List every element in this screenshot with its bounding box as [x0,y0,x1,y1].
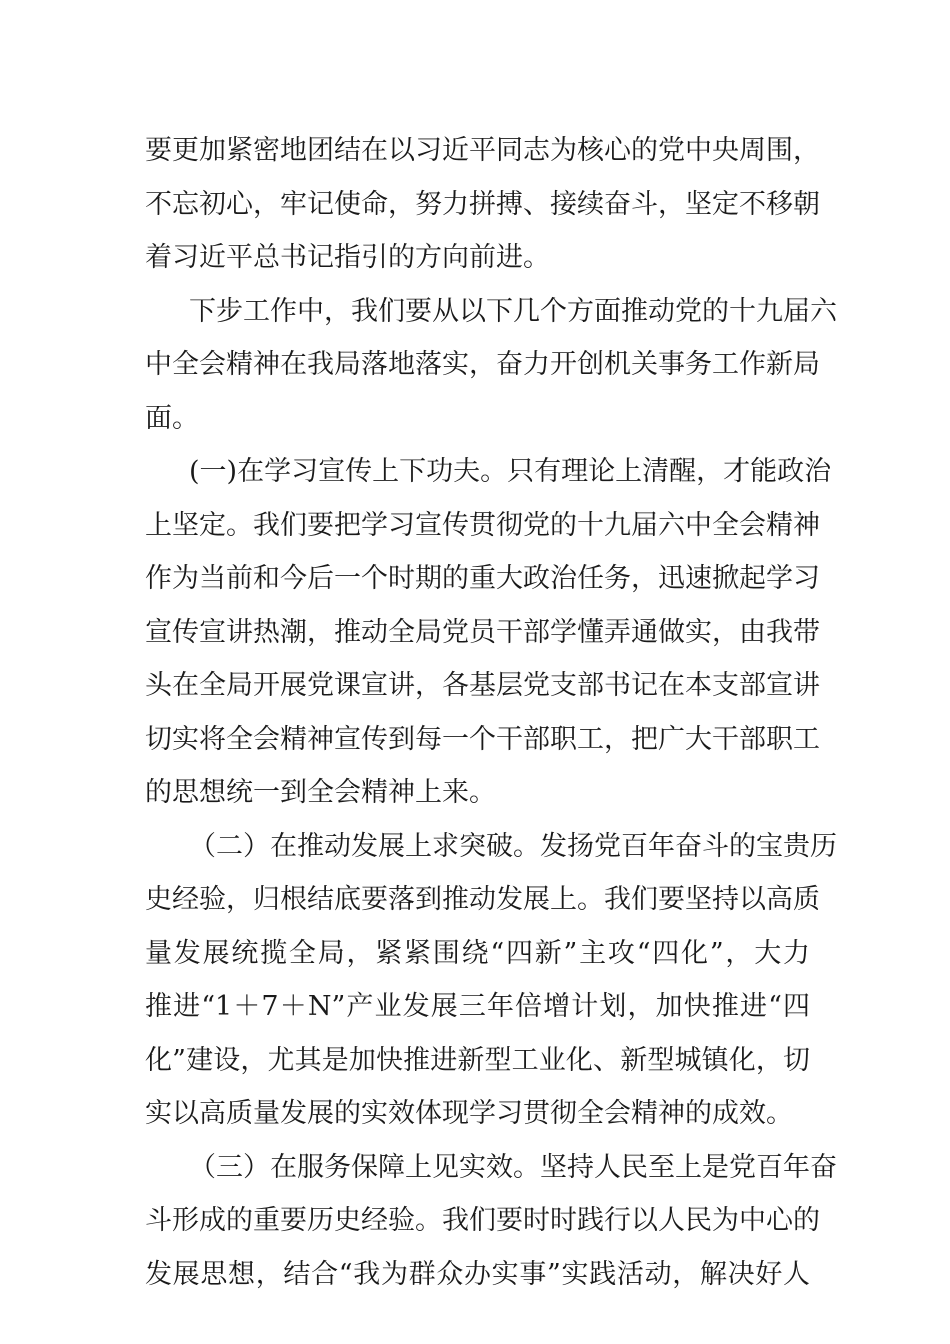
text-line: 头在全局开展党课宣讲，各基层党支部书记在本支部宣讲 [145,670,820,701]
text-line: 要更加紧密地团结在以习近平同志为核心的党中央周围， [145,135,820,166]
text-line: 作为当前和今后一个时期的重大政治任务，迅速掀起学习 [145,563,820,594]
text-line: 着习近平总书记指引的方向前进。 [145,242,550,273]
text-line: 推进“1＋7＋N”产业发展三年倍增计划，加快推进“四 [145,991,810,1022]
text-line: (一)在学习宣传上下功夫。只有理论上清醒，才能政治 [189,456,832,487]
text-line: 下步工作中，我们要从以下几个方面推动党的十九届六 [189,295,837,327]
text-line: 斗形成的重要历史经验。我们要时时践行以人民为中心的 [145,1205,820,1236]
text-line: 切实将全会精神宣传到每一个干部职工，把广大干部职工 [145,723,820,755]
text-line: 量发展统揽全局，紧紧围绕“四新”主攻“四化”，大力 [145,937,810,969]
text-line: （三）在服务保障上见实效。坚持人民至上是党百年奋 [189,1151,837,1183]
text-line: 中全会精神在我局落地落实，奋力开创机关事务工作新局 [145,349,820,380]
text-line: 史经验，归根结底要落到推动发展上。我们要坚持以高质 [145,884,820,915]
text-line: 宣传宣讲热潮，推动全局党员干部学懂弄通做实，由我带 [145,616,820,648]
text-line: （二）在推动发展上求突破。发扬党百年奋斗的宝贵历 [189,830,837,862]
text-line: 不忘初心，牢记使命，努力拼搏、接续奋斗，坚定不移朝 [145,188,820,220]
document-body [145,124,837,1301]
text-line: 的思想统一到全会精神上来。 [145,777,496,808]
text-line: 实以高质量发展的实效体现学习贯彻全会精神的成效。 [145,1098,793,1129]
text-line: 上坚定。我们要把学习宣传贯彻党的十九届六中全会精神 [145,509,820,541]
text-line: 面。 [145,402,199,434]
text-line: 发展思想，结合“我为群众办实事”实践活动，解决好人 [145,1258,810,1290]
text-line: 化”建设，尤其是加快推进新型工业化、新型城镇化，切 [145,1044,810,1076]
